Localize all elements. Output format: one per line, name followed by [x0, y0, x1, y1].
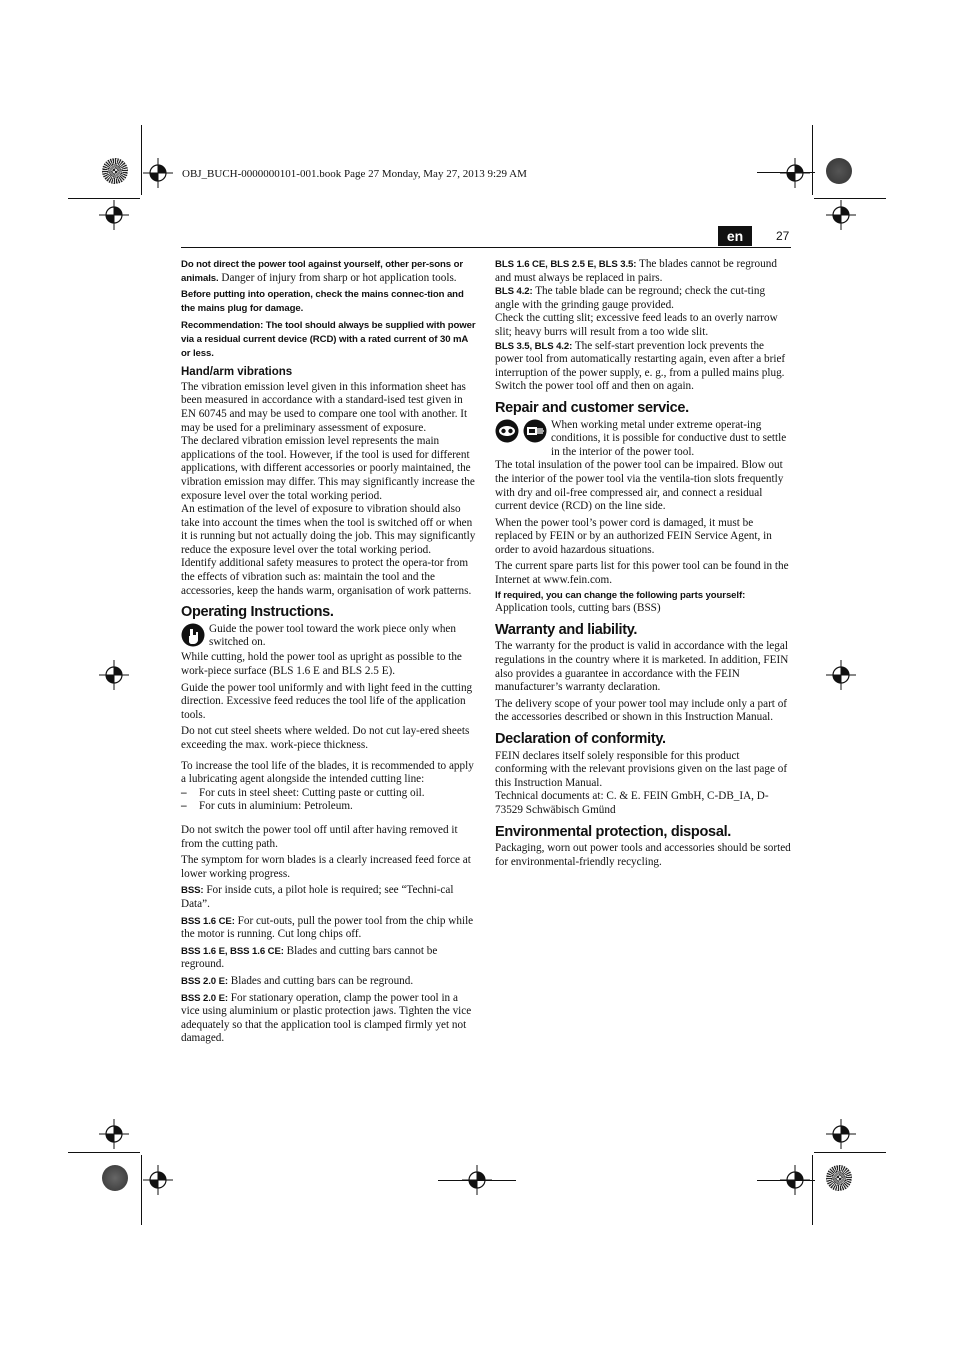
crop-mark [141, 1155, 142, 1225]
body-paragraph: While cutting, hold the power tool as upright as possible to the work-piece surface (BLS 1.6 E and BLS 2.5 E). [181, 651, 462, 678]
density-patch-icon [102, 1165, 128, 1191]
section-heading-environment: Environmental protection, disposal. [495, 823, 732, 840]
body-paragraph: Do not cut steel sheets where welded. Do not cut lay-ered sheets exceeding the max. work-piece thickness. [181, 725, 470, 751]
model-note: BLS 3.5, BLS 4.2: The self-start prevention lock prevents the power tool from automatically restarting again, even after a brief interruption of the power supply, e. g., from a pulled mains plug. Switch the power tool off and then on again. [495, 339, 786, 393]
body-paragraph: The vibration emission level given in this information sheet has been measured in accordance with a standard-ised test given in EN 60745 and may be used to compare one tool with another. It may be used for a preliminary assessment of exposure. [181, 380, 468, 434]
model-note: BSS 1.6 E, BSS 1.6 CE: Blades and cutting bars cannot be reground. [181, 944, 438, 971]
list-item: – For cuts in aluminium: Petroleum. [181, 800, 477, 814]
crop-mark [812, 1155, 813, 1225]
crop-mark [814, 198, 886, 199]
header-rule [181, 247, 791, 248]
file-info: OBJ_BUCH-0000000101-001.book Page 27 Monday, May 27, 2013 9:29 AM [182, 168, 527, 180]
rosette-mark-icon [102, 158, 128, 184]
registration-mark-icon [99, 200, 129, 230]
body-paragraph: Application tools, cutting bars (BSS) [495, 602, 661, 615]
eye-protection-icon [495, 419, 519, 448]
model-note: BLS 1.6 CE, BLS 2.5 E, BLS 3.5: The blades cannot be reground and must always be replaced in pairs. [495, 258, 777, 284]
crop-mark [68, 198, 140, 199]
body-paragraph: Identify additional safety measures to protect the opera-tor from the effects of vibration such as: maintain the tool and the accessories, keep the hands warm, organisation of work patterns. [181, 557, 472, 597]
body-paragraph: Packaging, worn out power tools and accessories should be sorted for environmental-friendly recycling. [495, 842, 791, 868]
right-column [495, 258, 791, 872]
language-badge: en [718, 226, 752, 246]
section-heading-warranty: Warranty and liability. [495, 621, 638, 638]
section-heading-hand-arm: Hand/arm vibrations [181, 366, 293, 379]
crop-mark [757, 1180, 815, 1181]
safety-paragraph: Before putting into operation, check the mains connec-tion and the mains plug for damage. [181, 289, 464, 314]
compressed-air-icon [523, 419, 547, 448]
body-paragraph: The total insulation of the power tool can be impaired. Blow out the interior of the power tool via the ventila-tion slots frequently with dry and oil-free compressed air, and connect a residual current device (RCD) on the line side. [495, 459, 784, 513]
rosette-mark-icon [826, 1165, 852, 1191]
body-paragraph: The warranty for the product is valid in accordance with the legal regulations in the country where it is marketed. In addition, FEIN also provides a guarantee in accordance with the FEIN manufacturer’s warranty declaration. [495, 640, 789, 694]
registration-mark-icon [826, 1119, 856, 1149]
crop-mark [141, 125, 142, 195]
body-paragraph: Do not switch the power tool off until after having removed it from the cutting path. [181, 823, 458, 850]
registration-mark-icon [99, 1119, 129, 1149]
body-paragraph: Guide the power tool uniformly and with light feed in the cutting direction. Excessive feed reduces the tool life of the application tools. [181, 681, 473, 721]
body-paragraph: An estimation of the level of exposure to vibration should also take into account the times when the tool is switched off or when it is running but not actually doing the job. This may significantly reduce the exposure level over the total working period. [181, 503, 476, 556]
registration-mark-icon [826, 200, 856, 230]
icon-note: When working metal under extreme operat-ing conditions, it is possible for conductive dust to settle in the interior of the power tool. [495, 419, 791, 460]
page-number: 27 [776, 229, 790, 243]
body-paragraph: FEIN declares itself solely responsible for this product conforming with the relevant provisions given on the last page of this Instruction Manual. [495, 749, 788, 789]
model-note: BSS 2.0 E: Blades and cutting bars can be reground. [181, 974, 414, 987]
crop-mark [438, 1180, 516, 1181]
body-paragraph: The delivery scope of your power tool may include only a part of the accessories described or shown in this Instruction Manual. [495, 697, 788, 724]
model-note: BSS: For inside cuts, a pilot hole is required; see “Techni-cal Data”. [181, 884, 454, 910]
body-paragraph: Check the cutting slit; excessive feed leads to an overly narrow slit; heavy burrs will result from a too wide slit. [495, 312, 778, 338]
body-paragraph: Technical documents at: C. & E. FEIN GmbH, C-DB_IA, D-73529 Schwäbisch Gmünd [495, 790, 769, 816]
registration-mark-icon [143, 1165, 173, 1195]
hand-guide-icon [181, 623, 205, 652]
registration-mark-icon [780, 158, 810, 188]
section-heading-operating: Operating Instructions. [181, 604, 334, 621]
registration-mark-icon [143, 158, 173, 188]
safety-paragraph: Do not direct the power tool against yourself, other per-sons or animals. Danger of injury from sharp or hot application tools. [181, 259, 463, 284]
body-paragraph: The current spare parts list for this power tool can be found in the Internet at www.fein.com. [495, 560, 789, 587]
density-patch-icon [826, 158, 852, 184]
body-paragraph: To increase the tool life of the blades, it is recommended to apply a lubricating agent alongside the intended cutting line: [181, 759, 474, 786]
body-paragraph: The symptom for worn blades is a clearly increased feed force at lower working progress. [181, 854, 471, 880]
left-column [181, 258, 477, 1049]
crop-mark [757, 172, 815, 173]
safety-paragraph: Recommendation: The tool should always be supplied with power via a residual current device (RCD) with a rated current of 30 mA or less. [181, 320, 476, 359]
parts-note: If required, you can change the following parts yourself: [495, 589, 746, 601]
lubricant-list [181, 787, 477, 814]
body-paragraph: The declared vibration emission level represents the main applications of the tool. However, if the tool is used for different applications, with different accessories or poorly maintained, the vibration emission may differ. This may significantly increase the exposure level over the total working period. [181, 435, 475, 502]
section-heading-repair: Repair and customer service. [495, 399, 689, 416]
crop-mark [812, 125, 813, 195]
registration-mark-icon [826, 660, 856, 690]
model-note: BSS 1.6 CE: For cut-outs, pull the power tool from the chip while the motor is running. Cut long chips off. [181, 914, 474, 941]
model-note: BLS 4.2: The table blade can be reground; check the cut-ting angle with the grinding gauge provided. [495, 285, 766, 311]
list-item: – For cuts in steel sheet: Cutting paste or cutting oil. [181, 787, 477, 801]
registration-mark-icon [99, 660, 129, 690]
icon-note: Guide the power tool toward the work piece only when switched on. [181, 623, 477, 652]
body-paragraph: When the power tool’s power cord is damaged, it must be replaced by FEIN or by an authorized FEIN Service Agent, in order to avoid hazardous situations. [495, 516, 772, 556]
crop-mark [68, 1152, 140, 1153]
model-note: BSS 2.0 E: For stationary operation, clamp the power tool in a vice using aluminium or plastic protection jaws. Tighten the vice adequately so that the application tool is clamped firmly yet not damaged. [181, 991, 472, 1045]
crop-mark [814, 1152, 886, 1153]
section-heading-declaration: Declaration of conformity. [495, 731, 666, 747]
